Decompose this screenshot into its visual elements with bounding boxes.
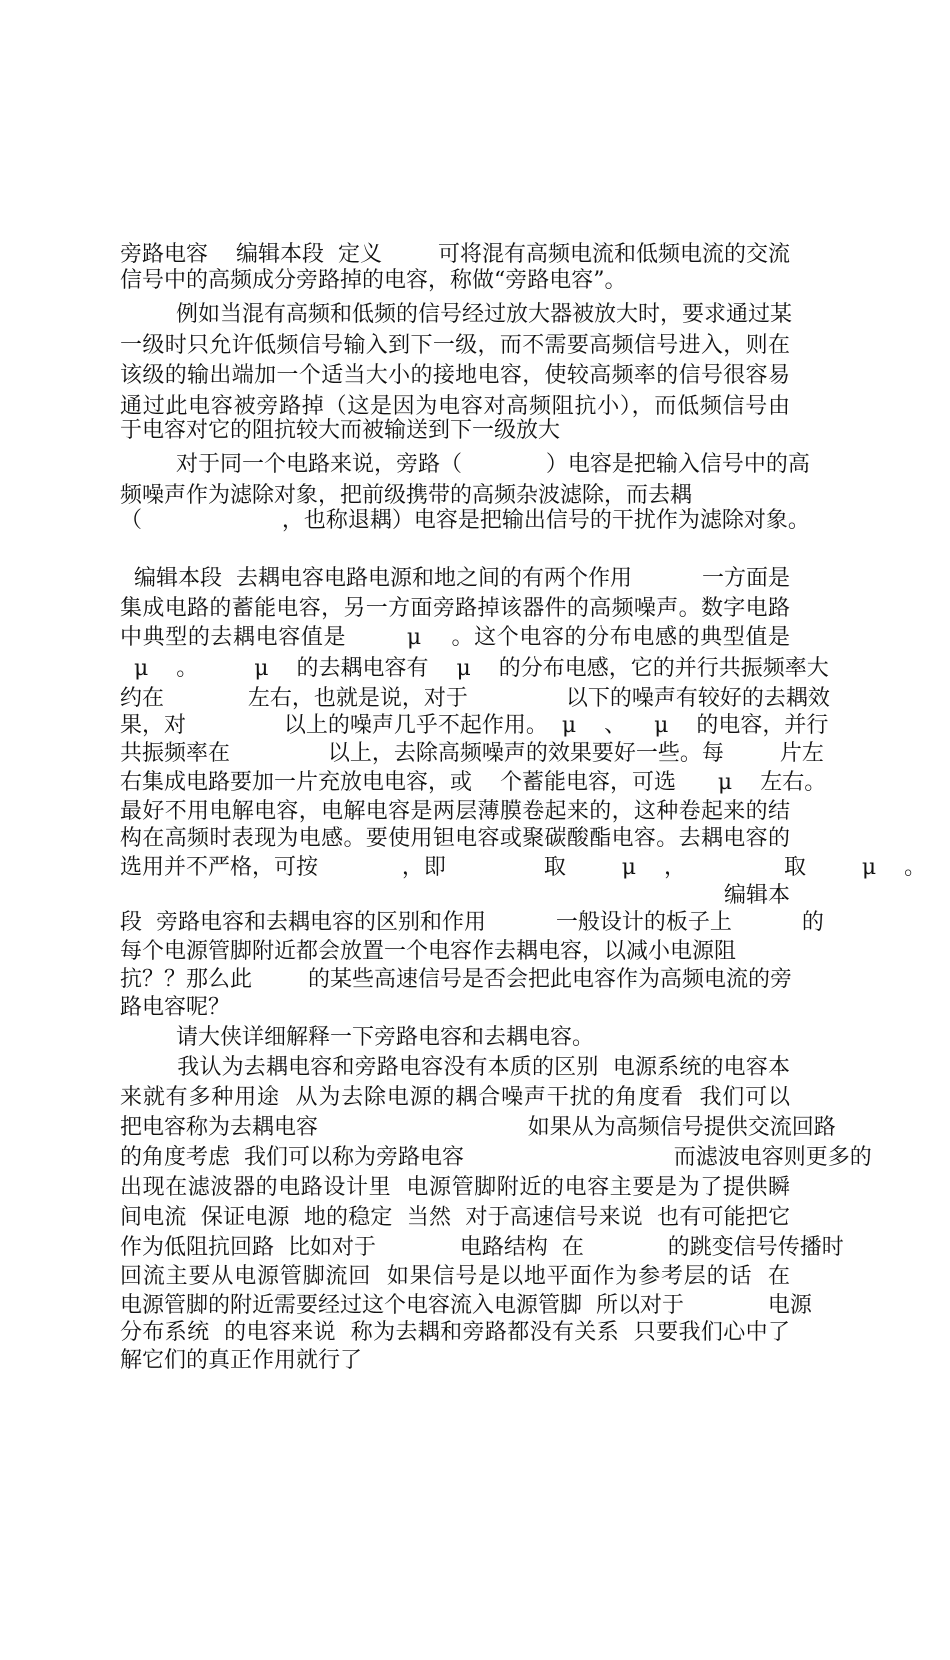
text-line: 信号中的高频成分旁路掉的电容，称做“旁路电容”。 (120, 268, 627, 293)
text-line: 选用并不严格，可按 ，即 取 μ ， 取 μ 。 (120, 855, 927, 880)
text-line: μ 。 μ 的去耦电容有 μ 的分布电感，它的并行共振频率大 (120, 656, 829, 681)
text-line: （ ，也称退耦）电容是把输出信号的干扰作为滤除对象。 (120, 508, 810, 533)
text-line: 旁路电容 编辑本段 定义 可将混有高频电流和低频电流的交流 (120, 242, 790, 267)
text-line: 回流主要从电源管脚流回 如果信号是以地平面作为参考层的话 在 (120, 1264, 790, 1289)
text-line: 解它们的真正作用就行了 (120, 1348, 363, 1373)
text-line: 共振频率在 以上，去除高频噪声的效果要好一些。每 片左 (120, 741, 824, 766)
text-line: 右集成电路要加一片充放电电容，或 个蓄能电容，可选 μ 左右。 (120, 770, 827, 795)
text-line: 频噪声作为滤除对象，把前级携带的高频杂波滤除，而去耦 (120, 483, 693, 508)
text-line: 分布系统 的电容来说 称为去耦和旁路都没有关系 只要我们心中了 (120, 1320, 790, 1345)
text-line: 例如当混有高频和低频的信号经过放大器被放大时，要求通过某 (120, 302, 792, 327)
text-line: 编辑本 (723, 883, 790, 908)
text-line: 集成电路的蓄能电容，另一方面旁路掉该器件的高频噪声。数字电路 (120, 596, 790, 621)
text-line: 约在 左右，也就是说，对于 以下的噪声有较好的去耦效 (120, 686, 830, 711)
text-line: 我认为去耦电容和旁路电容没有本质的区别 电源系统的电容本 (120, 1055, 790, 1080)
text-line: 路电容呢？ (120, 995, 231, 1020)
text-line: 最好不用电解电容，电解电容是两层薄膜卷起来的，这种卷起来的结 (120, 799, 790, 824)
text-line: 果，对 以上的噪声几乎不起作用。 μ 、 μ 的电容，并行 (120, 713, 829, 738)
text-line: 电源管脚的附近需要经过这个电容流入电源管脚 所以对于 电源 (120, 1293, 812, 1318)
text-line: 段 旁路电容和去耦电容的区别和作用 一般设计的板子上 的 (120, 910, 824, 935)
text-line: 的角度考虑 我们可以称为旁路电容 而滤波电容则更多的 (120, 1145, 872, 1170)
text-line: 通过此电容被旁路掉（这是因为电容对高频阻抗小），而低频信号由 (120, 394, 790, 419)
text-line: 每个电源管脚附近都会放置一个电容作去耦电容，以减小电源阻 (120, 939, 737, 964)
text-line: 请大侠详细解释一下旁路电容和去耦电容。 (120, 1025, 594, 1050)
text-line: 一级时只允许低频信号输入到下一级，而不需要高频信号进入，则在 (120, 333, 790, 358)
text-line: 间电流 保证电源 地的稳定 当然 对于高速信号来说 也有可能把它 (120, 1205, 790, 1230)
text-line: 中典型的去耦电容值是 μ 。这个电容的分布电感的典型值是 (120, 625, 790, 650)
text-line: 抗？？那么此 的某些高速信号是否会把此电容作为高频电流的旁 (120, 967, 792, 992)
text-line: 把电容称为去耦电容 如果从为高频信号提供交流回路 (120, 1115, 836, 1140)
text-line: 编辑本段 去耦电容电路电源和地之间的有两个作用 一方面是 (120, 566, 790, 591)
text-line: 于电容对它的阻抗较大而被输送到下一级放大 (120, 418, 561, 443)
text-line: 作为低阻抗回路 比如对于 电路结构 在 的跳变信号传播时 (120, 1235, 844, 1260)
text-line: 该级的输出端加一个适当大小的接地电容，使较高频率的信号很容易 (120, 363, 790, 388)
text-line: 来就有多种用途 从为去除电源的耦合噪声干扰的角度看 我们可以 (120, 1085, 790, 1110)
text-line: 构在高频时表现为电感。要使用钽电容或聚碳酸酯电容。去耦电容的 (120, 826, 790, 851)
text-line: 出现在滤波器的电路设计里 电源管脚附近的电容主要是为了提供瞬 (120, 1175, 790, 1200)
text-line: 对于同一个电路来说，旁路（ ）电容是把输入信号中的高 (120, 452, 810, 477)
